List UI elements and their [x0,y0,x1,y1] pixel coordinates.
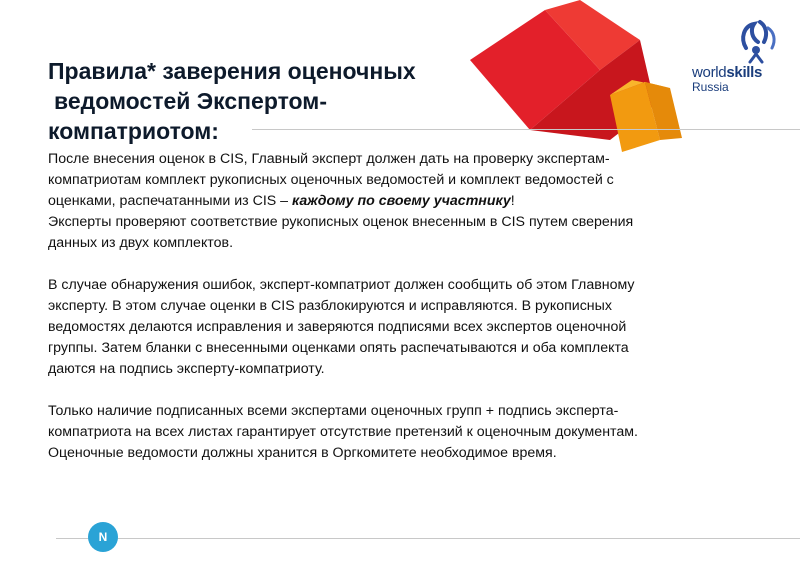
logo-russia: Russia [692,80,729,94]
title-line-3: компатриотом: [48,118,219,144]
body-line: Оценочные ведомости должны хранится в Оргкомитете необходимое время. [48,445,557,461]
worldskills-figure-icon [726,18,786,64]
body-line: компатриотам комплект рукописных оценочных ведомостей и комплект ведомостей с [48,172,614,188]
body-line: эксперту. В этом случае оценки в CIS разблокируются и исправляются. В рукописных [48,298,612,314]
body-line: ведомостях делаются исправления и заверяются подписями всех экспертов оценочной [48,319,627,335]
logo-wordmark [692,66,762,80]
paragraph-gap [48,380,768,401]
body-line: даются на подпись эксперту-компатриоту. [48,361,325,377]
slide-title [48,56,468,146]
body-line: В случае обнаружения ошибок, эксперт-компатриот должен сообщить об этом Главному [48,277,635,293]
page-number-badge: N [88,522,118,552]
body-line: группы. Затем бланки с внесенными оценками опять распечатываются и оба комплекта [48,340,629,356]
title-line-2: ведомостей Экспертом- [54,88,327,114]
title-divider [252,129,800,130]
body-line: После внесения оценок в CIS, Главный эксперт должен дать на проверку экспертам- [48,151,610,167]
body-line: компатриота на всех листах гарантирует отсутствие претензий к оценочным документам. [48,424,638,440]
worldskills-logo [682,18,794,96]
body-text: ! [510,193,515,209]
body-line: Эксперты проверяют соответствие рукописных оценок внесенным в CIS путем сверения [48,214,634,230]
title-line-1: Правила* заверения оценочных [48,58,416,84]
footer-divider [56,538,800,539]
body-line: данных из двух комплектов. [48,235,234,251]
logo-world: world [692,64,727,81]
paragraph-gap [48,254,768,275]
body-text: оценками, распечатанными из CIS – [48,193,293,209]
logo-skills: skills [726,64,763,81]
body-line [48,191,768,212]
body-line: Только наличие подписанных всеми экспертами оценочных групп + подпись эксперта- [48,403,619,419]
slide-body [48,149,768,464]
emphasis-text: каждому по своему участнику [292,193,511,209]
